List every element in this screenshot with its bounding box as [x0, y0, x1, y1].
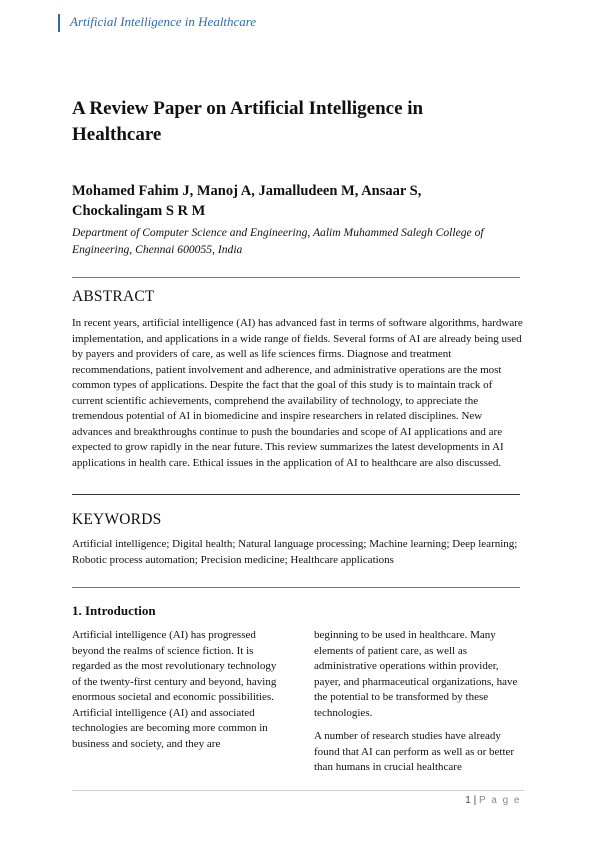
affiliation: Department of Computer Science and Engineering, Aalim Muhammed Salegh College of Engineering, Chennai 600055, India: [72, 226, 484, 256]
paper-title: A Review Paper on Artificial Intelligence in Healthcare: [72, 98, 424, 145]
divider-top: [72, 277, 520, 278]
abstract-text: In recent years, artificial intelligence (AI) has advanced fast in terms of software algorithms, hardware implementation, and applications in a wide range of fields. Several forms of AI are already being used by payers and providers of care, as well as life sciences firms. Diagnose and treatment recommendations, patient involvement and adherence, and administrative operations are the most common types of applications. Despite the fact that the goal of this study is to maintain track of current scientific achievements, comprehend the availability of technology, to appreciate the tremendous potential of AI in biomedicine and inspire researchers in related disciplines. New advances and breakthroughs continue to push the boundaries and scope of AI applications and are expected to grow rapidly in the near future. This review summarizes the latest developments in AI applications in health care. Ethical issues in the application of AI to healthcare are also discussed.: [72, 317, 523, 469]
divider-abstract: [72, 494, 520, 495]
intro-paragraph-1: Artificial intelligence (AI) has progressed beyond the realms of science fiction. It is regarded as the most revolutionary technology of the twenty-first century and beyond, having enormous societal and economic possibilities. Artificial intelligence (AI) and associated technologies are becoming more common in business and society, and they are: [72, 629, 277, 750]
keywords-heading: KEYWORDS: [72, 511, 162, 528]
footer-divider: [72, 790, 524, 791]
page-footer: [465, 795, 521, 806]
intro-column-right: [314, 628, 522, 784]
keywords-text: Artificial intelligence; Digital health; Natural language processing; Machine learning; Deep learning; Robotic process automation; Precision medicine; Healthcare applications: [72, 538, 518, 566]
intro-paragraph-2: A number of research studies have already found that AI can perform as well as or better than humans in crucial healthcare: [314, 730, 515, 773]
running-header: Artificial Intelligence in Healthcare: [70, 14, 257, 29]
header-accent-bar: [58, 14, 60, 32]
author-list: Mohamed Fahim J, Manoj A, Jamalludeen M, Ansaar S, Chockalingam S R M: [72, 183, 422, 219]
intro-column-left: [72, 628, 280, 760]
footer-separator: |: [473, 795, 477, 806]
intro-paragraph-1-cont: beginning to be used in healthcare. Many elements of patient care, as well as administrative operations within provider, payer, and pharmaceutical organizations, have the potential to be transformed by these technologies.: [314, 629, 518, 719]
page-label: P a g e: [478, 795, 521, 806]
section-heading-introduction: 1. Introduction: [72, 603, 156, 618]
divider-keywords: [72, 587, 520, 588]
page-number: 1: [465, 795, 471, 806]
abstract-heading: ABSTRACT: [72, 288, 155, 305]
